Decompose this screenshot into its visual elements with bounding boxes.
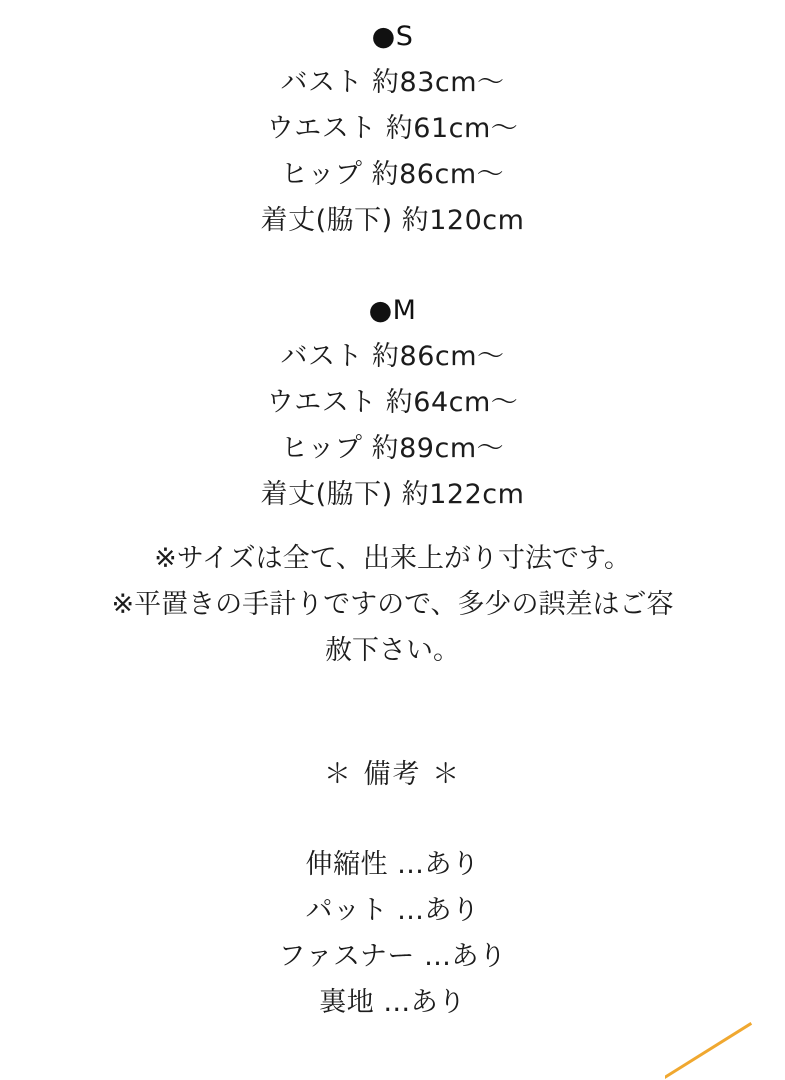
notes-block (28, 536, 757, 674)
remark-stretch: 伸縮性 …あり (305, 849, 480, 880)
remark-pad: パット …あり (305, 895, 480, 926)
note-line-3: 赦下さい。 (325, 635, 460, 666)
size-s-length: 着丈(脇下) 約120cm (260, 205, 525, 236)
size-label-m: ●M (368, 295, 417, 326)
size-section-m (28, 288, 757, 518)
corner-accent-stripe (665, 1022, 785, 1080)
remark-lining: 裏地 …あり (319, 987, 466, 1018)
spacer-m-to-notes (28, 518, 757, 536)
size-m-bust: バスト 約86cm〜 (280, 341, 505, 372)
spacer-notes-to-remarks (28, 674, 757, 752)
size-section-s (28, 14, 757, 244)
remark-zipper: ファスナー …あり (278, 941, 507, 972)
size-s-waist: ウエスト 約61cm〜 (266, 113, 519, 144)
size-m-hip: ヒップ 約89cm〜 (280, 433, 505, 464)
note-line-2: ※平置きの手計りですので、多少の誤差はご容 (111, 589, 674, 620)
size-s-bust: バスト 約83cm〜 (280, 67, 505, 98)
size-m-waist: ウエスト 約64cm〜 (266, 387, 519, 418)
remarks-list (28, 842, 757, 1026)
spacer-remarks-title-to-list (28, 798, 757, 842)
size-s-hip: ヒップ 約86cm〜 (280, 159, 505, 190)
remarks-title: ＊ 備考 ＊ (323, 759, 462, 790)
size-label-s: ●S (371, 21, 414, 52)
note-line-1: ※サイズは全て、出来上がり寸法です。 (154, 543, 631, 574)
size-m-length: 着丈(脇下) 約122cm (260, 479, 525, 510)
spacer-s-to-m (28, 244, 757, 288)
